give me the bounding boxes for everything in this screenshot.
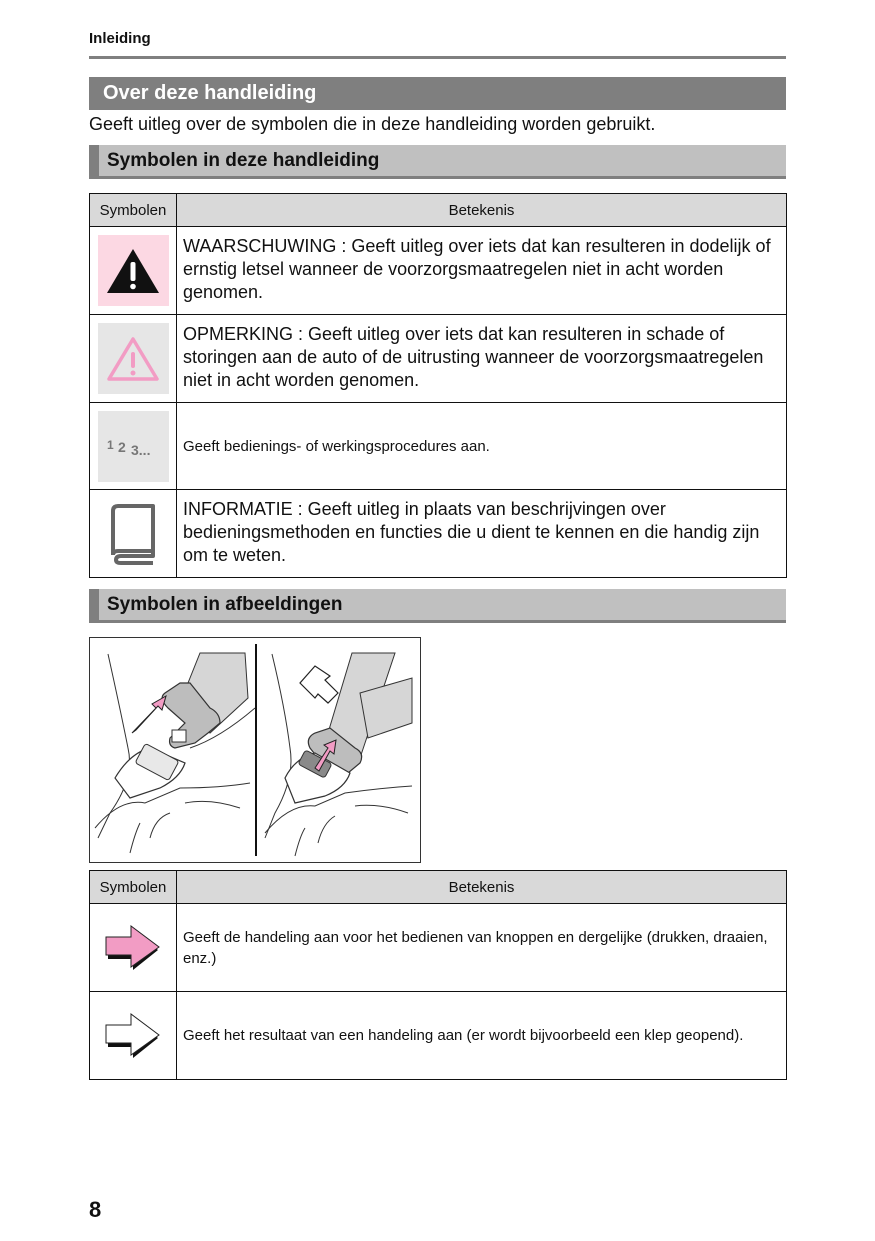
section-intro: Geeft uitleg over de symbolen die in deze handleiding worden gebruikt. bbox=[89, 114, 656, 134]
notice-triangle-icon bbox=[98, 323, 169, 394]
header-rule bbox=[89, 56, 786, 59]
svg-text:3...: 3... bbox=[131, 442, 151, 458]
subsection-title-images: Symbolen in afbeeldingen bbox=[89, 589, 786, 623]
running-head: Inleiding bbox=[89, 30, 151, 47]
row-meaning: WAARSCHUWING : Geeft uitleg over iets dat kan resulteren in dodelijk of ernstig letsel wanneer de voorzorgsmaatregelen niet in acht worden genomen. bbox=[177, 227, 787, 315]
result-arrow-icon bbox=[98, 1000, 169, 1071]
warning-triangle-icon bbox=[98, 235, 169, 306]
action-arrow-icon bbox=[98, 912, 169, 983]
image-symbols-table bbox=[89, 870, 787, 1080]
steps-icon bbox=[98, 411, 169, 482]
svg-text:1: 1 bbox=[107, 438, 114, 452]
column-header-meaning: Betekenis bbox=[177, 871, 787, 904]
svg-text:2: 2 bbox=[118, 439, 126, 455]
column-header-meaning: Betekenis bbox=[177, 194, 787, 227]
column-header-symbols: Symbolen bbox=[90, 194, 177, 227]
row-meaning: Geeft het resultaat van een handeling aan (er wordt bijvoorbeeld een klep geopend). bbox=[177, 992, 787, 1080]
row-meaning: Geeft bedienings- of werkingsprocedures aan. bbox=[177, 403, 787, 490]
seat-belt-buckle-illustration bbox=[89, 637, 421, 863]
table-row bbox=[90, 403, 787, 490]
column-header-symbols: Symbolen bbox=[90, 871, 177, 904]
book-icon bbox=[98, 498, 169, 569]
table-row bbox=[90, 315, 787, 403]
illustration-left-panel bbox=[95, 653, 255, 853]
table-row bbox=[90, 992, 787, 1080]
row-meaning: OPMERKING : Geeft uitleg over iets dat kan resulteren in schade of storingen aan de auto of de uitrusting wanneer de voorzorgsmaatregelen niet in acht worden genomen. bbox=[177, 315, 787, 403]
illustration-right-panel bbox=[265, 653, 412, 856]
table-header-row bbox=[90, 194, 787, 227]
row-meaning: Geeft de handeling aan voor het bedienen van knoppen en dergelijke (drukken, draaien, enz.) bbox=[177, 904, 787, 992]
row-meaning: INFORMATIE : Geeft uitleg in plaats van beschrijvingen over bedieningsmethoden en functies die u dient te kennen en die handig zijn om te weten. bbox=[177, 490, 787, 578]
table-row bbox=[90, 227, 787, 315]
table-row bbox=[90, 490, 787, 578]
table-header-row bbox=[90, 871, 787, 904]
subsection-title-symbols: Symbolen in deze handleiding bbox=[89, 145, 786, 179]
symbols-table bbox=[89, 193, 787, 578]
section-title: Over deze handleiding bbox=[89, 77, 786, 110]
table-row bbox=[90, 904, 787, 992]
page-number: 8 bbox=[89, 1197, 102, 1222]
